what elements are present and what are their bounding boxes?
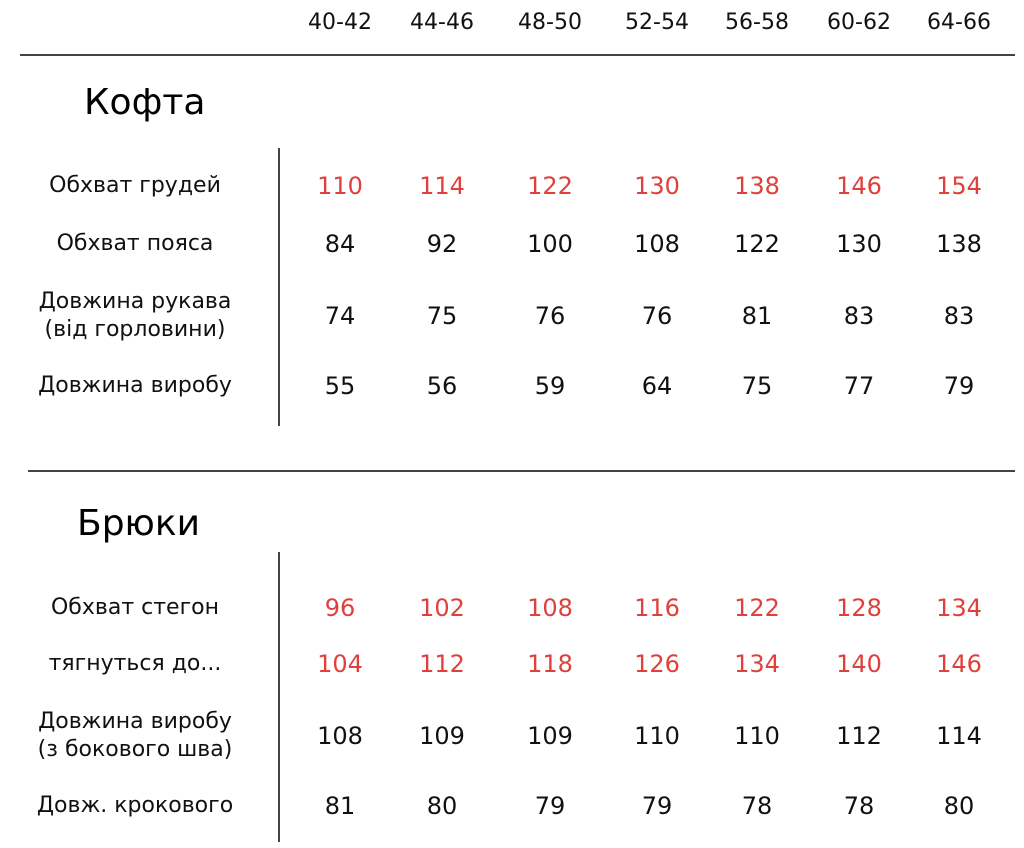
table-cell: 64 xyxy=(641,372,673,400)
table-cell: 109 xyxy=(527,722,573,750)
table-cell: 78 xyxy=(741,792,773,820)
table-cell: 118 xyxy=(527,650,573,678)
row-label: Обхват пояса xyxy=(56,231,214,256)
table-cell: 84 xyxy=(324,230,356,258)
table-cell: 138 xyxy=(734,172,780,200)
section-divider xyxy=(28,470,1015,472)
row-label: Довжина рукава (від горловини) xyxy=(38,289,232,342)
table-cell: 110 xyxy=(317,172,363,200)
table-cell: 76 xyxy=(641,302,673,330)
row-label: Обхват грудей xyxy=(49,173,221,198)
table-cell: 109 xyxy=(419,722,465,750)
size-header-56-58: 56-58 xyxy=(725,10,789,35)
section-title-1: Брюки xyxy=(77,503,200,544)
table-cell: 122 xyxy=(734,594,780,622)
table-cell: 102 xyxy=(419,594,465,622)
row-label: Довж. крокового xyxy=(36,793,234,818)
table-cell: 79 xyxy=(943,372,975,400)
table-cell: 146 xyxy=(936,650,982,678)
table-cell: 108 xyxy=(634,230,680,258)
row-label: Довжина виробу xyxy=(38,373,232,398)
row-label: Довжина виробу (з бокового шва) xyxy=(37,709,233,762)
table-cell: 92 xyxy=(426,230,458,258)
size-header-44-46: 44-46 xyxy=(410,10,474,35)
table-cell: 122 xyxy=(734,230,780,258)
size-header-48-50: 48-50 xyxy=(518,10,582,35)
table-cell: 116 xyxy=(634,594,680,622)
table-cell: 128 xyxy=(836,594,882,622)
size-header-52-54: 52-54 xyxy=(625,10,689,35)
table-cell: 96 xyxy=(324,594,356,622)
table-cell: 80 xyxy=(943,792,975,820)
table-cell: 55 xyxy=(324,372,356,400)
table-cell: 130 xyxy=(836,230,882,258)
table-cell: 74 xyxy=(324,302,356,330)
table-cell: 110 xyxy=(734,722,780,750)
table-cell: 114 xyxy=(419,172,465,200)
table-cell: 134 xyxy=(936,594,982,622)
table-cell: 154 xyxy=(936,172,982,200)
table-cell: 83 xyxy=(943,302,975,330)
table-cell: 76 xyxy=(534,302,566,330)
table-cell: 75 xyxy=(741,372,773,400)
top-divider xyxy=(20,54,1015,56)
section-title-0: Кофта xyxy=(84,82,206,123)
table-cell: 134 xyxy=(734,650,780,678)
table-cell: 112 xyxy=(419,650,465,678)
table-cell: 130 xyxy=(634,172,680,200)
table-cell: 78 xyxy=(843,792,875,820)
table-cell: 81 xyxy=(324,792,356,820)
table-cell: 108 xyxy=(527,594,573,622)
row-label: Обхват стегон xyxy=(50,595,219,620)
table-cell: 79 xyxy=(534,792,566,820)
table-cell: 108 xyxy=(317,722,363,750)
table-cell: 110 xyxy=(634,722,680,750)
table-cell: 140 xyxy=(836,650,882,678)
table-cell: 112 xyxy=(836,722,882,750)
table-cell: 114 xyxy=(936,722,982,750)
table-cell: 100 xyxy=(527,230,573,258)
table-cell: 104 xyxy=(317,650,363,678)
row-label: тягнуться до... xyxy=(48,651,222,676)
label-divider-0 xyxy=(278,148,280,426)
table-cell: 77 xyxy=(843,372,875,400)
table-cell: 79 xyxy=(641,792,673,820)
size-header-64-66: 64-66 xyxy=(927,10,991,35)
table-cell: 75 xyxy=(426,302,458,330)
table-cell: 83 xyxy=(843,302,875,330)
table-cell: 126 xyxy=(634,650,680,678)
label-divider-1 xyxy=(278,552,280,842)
table-cell: 146 xyxy=(836,172,882,200)
table-cell: 59 xyxy=(534,372,566,400)
table-cell: 81 xyxy=(741,302,773,330)
table-cell: 122 xyxy=(527,172,573,200)
size-header-60-62: 60-62 xyxy=(827,10,891,35)
table-cell: 80 xyxy=(426,792,458,820)
size-header-40-42: 40-42 xyxy=(308,10,372,35)
table-cell: 138 xyxy=(936,230,982,258)
table-cell: 56 xyxy=(426,372,458,400)
